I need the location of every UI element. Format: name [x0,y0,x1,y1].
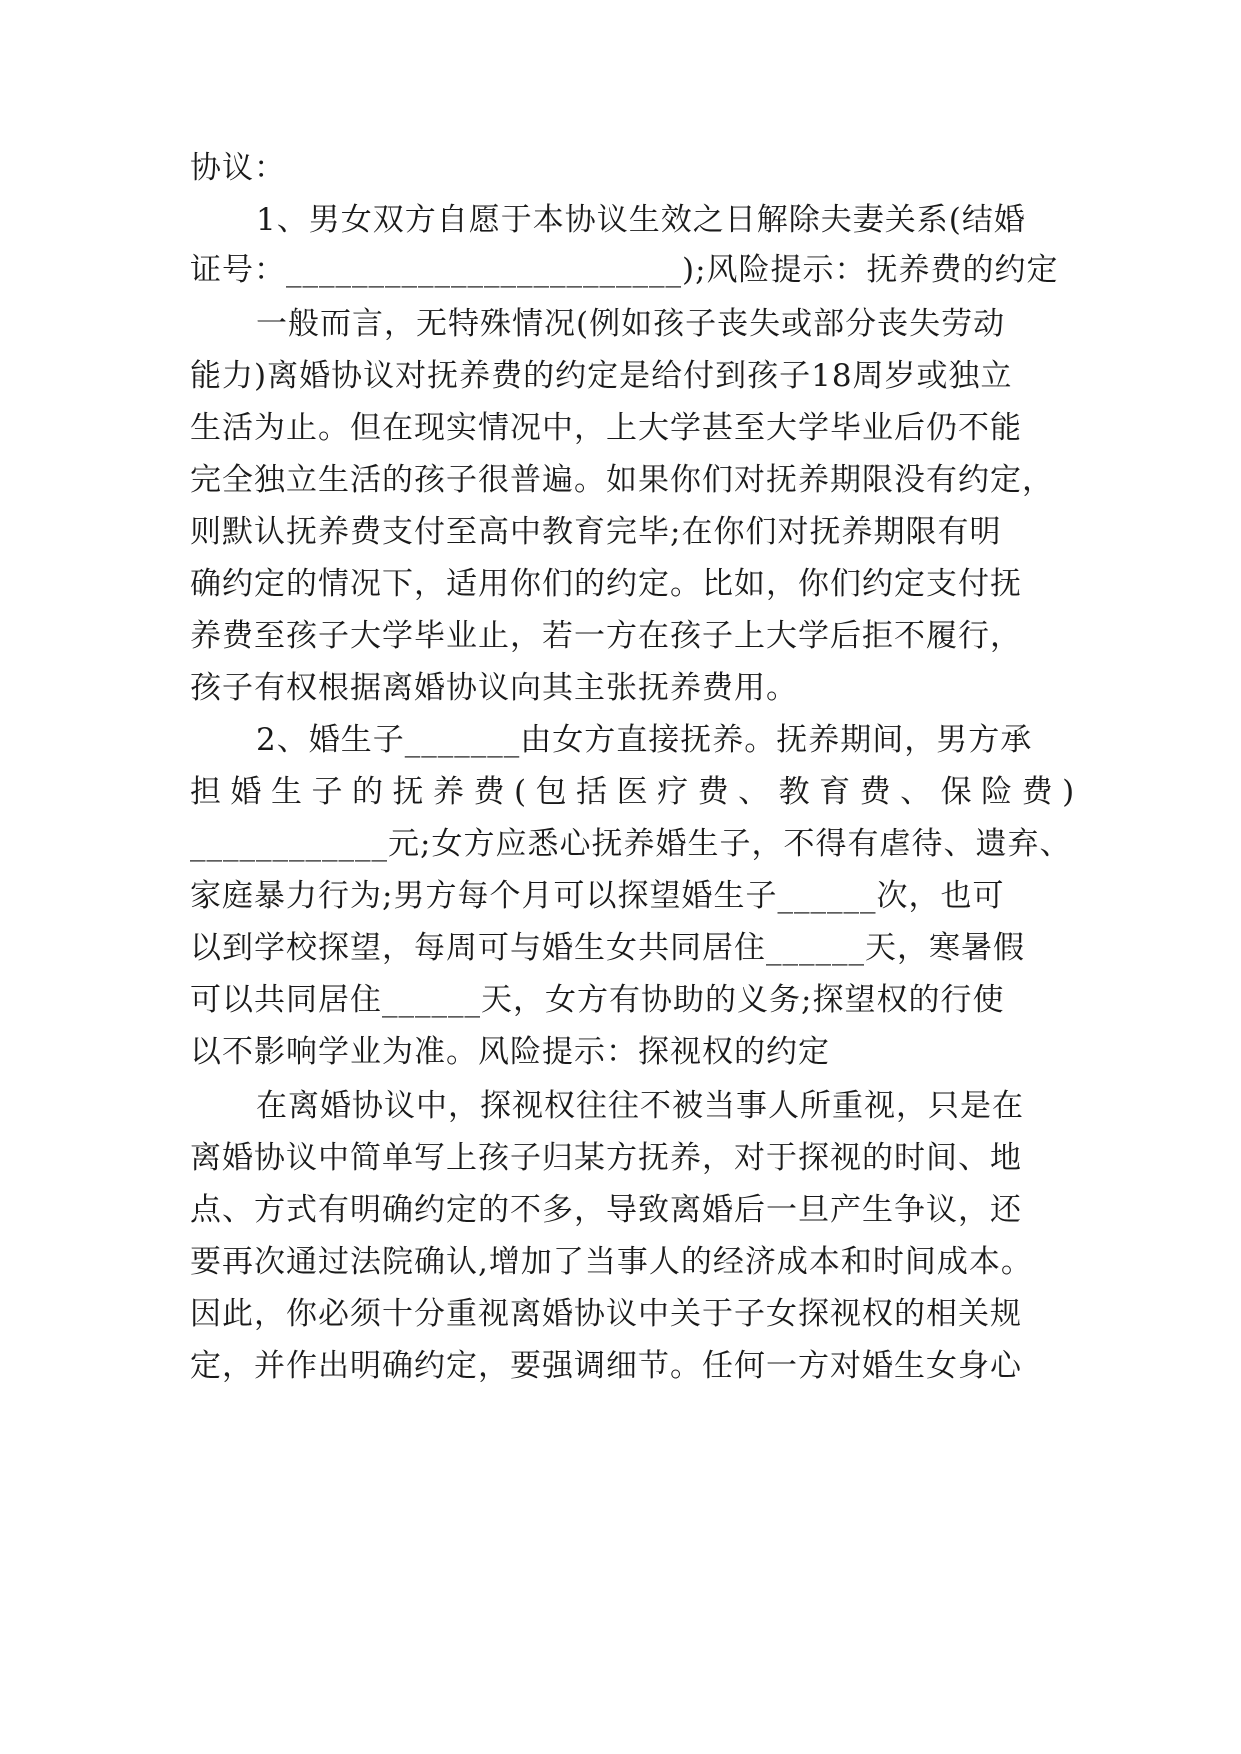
text-line-8: 则默认抚养费支付至高中教育完毕;在你们对抚养期限有明 [190,514,1002,550]
text-line-11: 孩子有权根据离婚协议向其主张抚养费用。 [190,670,798,706]
text-line-5: 能力)离婚协议对抚养费的约定是给付到孩子18周岁或独立 [190,358,1013,394]
text-line-14: ____________元;女方应悉心抚养婚生子，不得有虐待、遗弃、 [190,826,1072,862]
text-line-4: 一般而言，无特殊情况(例如孩子丧失或部分丧失劳动 [256,306,1006,342]
text-line-18: 以不影响学业为准。风险提示：探视权的约定 [190,1034,830,1070]
text-line-3: 证号：________________________);风险提示：抚养费的约定 [190,252,1059,288]
text-line-17: 可以共同居住______天，女方有协助的义务;探望权的行使 [190,982,1005,1018]
text-line-16: 以到学校探望，每周可与婚生女共同居住______天，寒暑假 [190,930,1025,966]
text-line-24: 定，并作出明确约定，要强调细节。任何一方对婚生女身心 [190,1348,1022,1384]
text-line-9: 确约定的情况下，适用你们的约定。比如，你们约定支付抚 [190,566,1022,602]
text-line-15: 家庭暴力行为;男方每个月可以探望婚生子______次，也可 [190,878,1005,914]
text-line-19: 在离婚协议中，探视权往往不被当事人所重视，只是在 [256,1088,1024,1124]
text-line-21: 点、方式有明确约定的不多，导致离婚后一旦产生争议，还 [190,1192,1022,1228]
text-line-2: 1、男女双方自愿于本协议生效之日解除夫妻关系(结婚 [256,202,1026,238]
text-line-7: 完全独立生活的孩子很普遍。如果你们对抚养期限没有约定， [190,462,1054,498]
text-line-10: 养费至孩子大学毕业止，若一方在孩子上大学后拒不履行， [190,618,1022,654]
text-line-13: 担婚生子的抚养费(包括医疗费、教育费、保险费) [190,774,1084,810]
text-line-1: 协议： [190,150,286,186]
text-line-20: 离婚协议中简单写上孩子归某方抚养，对于探视的时间、地 [190,1140,1022,1176]
text-line-23: 因此，你必须十分重视离婚协议中关于子女探视权的相关规 [190,1296,1022,1332]
text-line-22: 要再次通过法院确认,增加了当事人的经济成本和时间成本。 [190,1244,1033,1280]
text-line-6: 生活为止。但在现实情况中，上大学甚至大学毕业后仍不能 [190,410,1022,446]
text-line-12: 2、婚生子_______由女方直接抚养。抚养期间，男方承 [256,722,1033,758]
